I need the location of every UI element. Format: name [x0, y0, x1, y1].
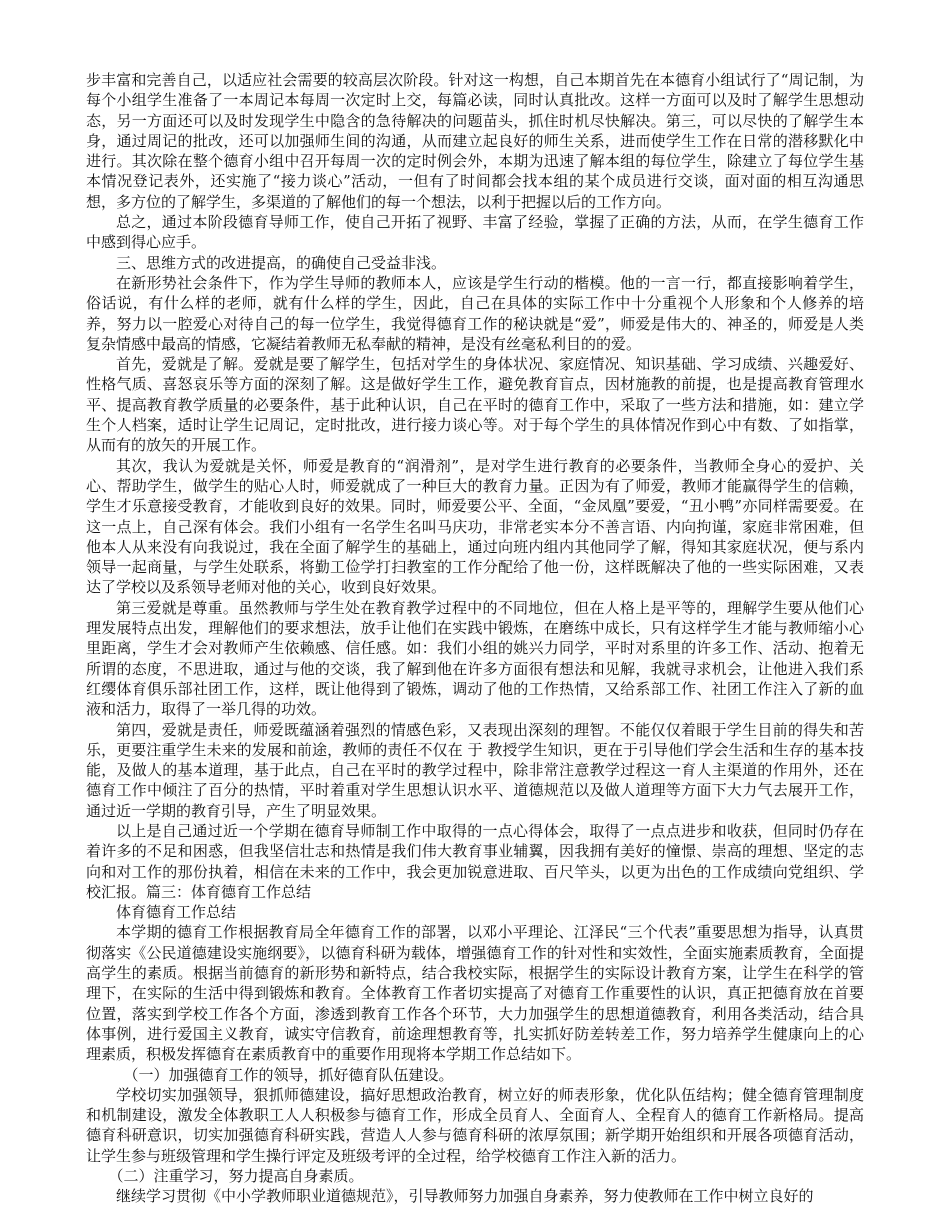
paragraph-8: 第四，爱就是责任，师爱既蕴涵着强烈的情感色彩，又表现出深刻的理智。不能仅仅着眼于学生目前的得失和苦乐，更要注重学生未来的发展和前途，教师的责任不仅在 于 教授学生知识，更在于引导他们学会生活和生存的基本技能，及做人的基本道理，基于此点，自己在平时的教学过程中，除非常注意教学过程这一育人主渠道的作用外，还在德育工作中倾注了百分的热情，平时着重对学生思想认识水平、道德规范以及做人道理等方面下大力气去展开工作，通过近一学期的教育引导，产生了明显效果。 — [86, 720, 864, 820]
paragraph-6: 其次，我认为爱就是关怀，师爱是教育的“润滑剂”，是对学生进行教育的必要条件，当教师全身心的爱护、关心、帮助学生，做学生的贴心人时，师爱就成了一种巨大的教育力量。正因为有了师爱，教师才能赢得学生的信赖，学生才乐意接受教育，才能收到良好的效果。同时，师爱要公平、全面，“金凤凰”要爱，“丑小鸭”亦同样需要爱。在这一点上，自己深有体会。我们小组有一名学生名叫马庆功，非常老实本分不善言语、内向拘谨，家庭非常困难，但他本人从来没有向我说过，我在全面了解学生的基础上，通过向班内组内其他同学了解，得知其家庭状况，便与系内领导一起商量，与学生处联系，将勤工俭学打扫教室的工作分配给了他一份，这样既解决了他的一些实际困难，又表达了学校以及系领导老师对他的关心，收到良好效果。 — [86, 456, 864, 597]
paragraph-5: 首先，爱就是了解。爱就是要了解学生，包括对学生的身体状况、家庭情况、知识基础、学习成绩、兴趣爱好、性格气质、喜怒哀乐等方面的深刻了解。这是做好学生工作，避免教育盲点，因材施教的前提，也是提高教育管理水平、提高教育教学质量的必要条件，基于此种认识，自己在平时的德育工作中，采取了一些方法和措施，如：建立学生个人档案，适时让学生记周记，定时批改，进行接力谈心等。对于每个学生的具体情况作到心中有数、了如指掌，从而有的放矢的开展工作。 — [86, 355, 864, 455]
subheading-2: （二）注重学习，努力提高自身素质。 — [108, 1167, 364, 1186]
paragraph-11: 本学期的德育工作根据教育局全年德育工作的部署，以邓小平理论、江泽民“三个代表”重要思想为指导，认真贯彻落实《公民道德建设实施纲要》，以德育科研为载体，增强德育工作的针对性和实效性，全面实施素质教育，全面提高学生的素质。根据当前德育的新形势和新特点，结合我校实际，根据学生的实际设计教育方案，让学生在科学的管理下，在实际的生活中得到锻炼和教育。全体教育工作者切实提高了对德育工作重要性的认识，真正把德育放在首要位置，落实到学校工作各个方面，渗透到教育工作各个环节，大力加强学生的思想道德教育，利用各类活动，结合具体事例，进行爱国主义教育，诚实守信教育，前途理想教育等，扎实抓好防差转差工作，努力培养学生健康向上的心理素质，积极发挥德育在素质教育中的重要作用现将本学期工作总结如下。 — [86, 923, 864, 1064]
article-title: 体育德育工作总结 — [116, 903, 237, 922]
paragraph-4: 在新形势社会条件下，作为学生导师的教师本人，应该是学生行动的楷模。他的一言一行，都直接影响着学生，俗话说，有什么样的老师，就有什么样的学生，因此，自己在具体的实际工作中十分重视个人形象和个人修养的培养，努力以一腔爱心对待自己的每一位学生，我觉得德育工作的秘诀就是“爱”，师爱是伟大的、神圣的，师爱是人类复杂情感中最高的情感，它凝结着教师无私奉献的精神，是没有丝毫私利目的的爱。 — [86, 273, 864, 353]
paragraph-15: 继续学习贯彻《中小学教师职业道德规范》，引导教师努力加强自身素养，努力使教师在工作中树立良好的 — [116, 1187, 814, 1206]
paragraph-7: 第三爱就是尊重。虽然教师与学生处在教育教学过程中的不同地位，但在人格上是平等的，理解学生要从他们心理发展特点出发，理解他们的要求想法，放手让他们在实践中锻炼，在磨练中成长，只有这样学生才能与教师缩小心里距离，学生才会对教师产生依赖感、信任感。如：我们小组的姚兴力同学，平时对系里的许多工作、活动、抱着无所谓的态度，不思进取，通过与他的交谈，我了解到他在许多方面很有想法和见解，我就寻求机会，让他进入我们系红缨体育俱乐部社团工作，这样，既让他得到了锻炼，调动了他的工作热情，又给系部工作、社团工作注入了新的血液和活力，取得了一举几得的功效。 — [86, 598, 864, 719]
paragraph-13: 学校切实加强领导，狠抓师德建设，搞好思想政治教育，树立好的师表形象，优化队伍结构；健全德育管理制度和机制建设，激发全体教职工人人积极参与德育工作，形成全员育人、全面育人、全程育人的德育工作新格局。提高德育科研意识，切实加强德育科研实践，营造人人参与德育科研的浓厚氛围；新学期开始组织和开展各项德育活动，让学生参与班级管理和学生操行评定及班级考评的全过程，给学校德育工作注入新的活力。 — [86, 1085, 864, 1165]
paragraph-2: 总之，通过本阶段德育导师工作，使自己开拓了视野、丰富了经验，掌握了正确的方法，从而，在学生德育工作中感到得心应手。 — [86, 213, 864, 252]
paragraph-1: 步丰富和完善自己，以适应社会需要的较高层次阶段。针对这一构想，自己本期首先在本德育小组试行了“周记制，为每个小组学生准备了一本周记本每周一次定时上交，每篇必读，同时认真批改。这样一方面可以及时了解学生思想动态，另一方面还可以及时发现学生中隐含的急待解决的问题苗头，抓住时机尽快解决。第三，可以尽快的了解学生本身，通过周记的批改，还可以加强师生间的沟通，从而建立起良好的师生关系，进而使学生工作在日常的潜移默化中进行。其次除在整个德育小组中召开每周一次的定时例会外，本期为迅速了解本组的每位学生，除建立了每位学生基本情况登记表外，还实施了“接力谈心”活动，一但有了时间都会找本组的某个成员进行交谈，面对面的相互沟通思想，多方位的了解学生，多渠道的了解他们的每一个想法，以利于把握以后的工作方向。 — [86, 71, 864, 211]
subheading-1: （一）加强德育工作的领导，抓好德育队伍建设。 — [123, 1065, 454, 1084]
section-heading-3: 三、思维方式的改进提高，的确使自己受益非浅。 — [116, 253, 447, 272]
paragraph-9: 以上是自己通过近一个学期在德育导师制工作中取得的一点心得体会，取得了一点点进步和收获，但同时仍存在着许多的不足和困惑，但我坚信壮志和热情是我们伟大教育事业辅翼，因我拥有美好的憧憬、崇高的理想、坚定的志向和对工作的那份执着，相信在未来的工作中，我会更加锐意进取、百尺竿头，以更为出色的工作成绩向党组织、学校汇报。篇三：体育德育工作总结 — [86, 821, 864, 901]
